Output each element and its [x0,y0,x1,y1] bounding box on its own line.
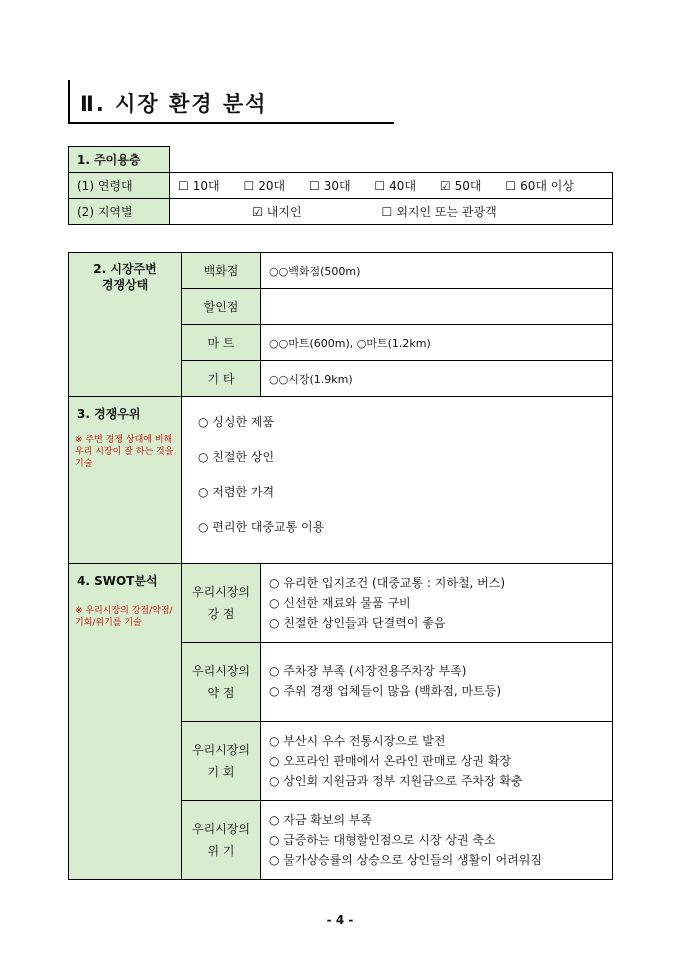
checkbox-icon: ☑ [252,205,263,219]
list-item: ○ 급증하는 대형할인점으로 시장 상권 축소 [269,833,496,847]
age-label: (1) 연령대 [69,173,170,199]
age-option[interactable]: ☐ 20대 [243,179,286,193]
advantage-label: 3. 경쟁우위 ※ 주변 경쟁 상대에 비해 우리 시장이 잘 하는 것을 기술 [69,397,182,564]
list-item: ○ 편리한 대중교통 이용 [198,520,325,534]
checkbox-icon: ☐ [308,179,320,193]
list-item: ○ 싱싱한 제품 [198,415,275,429]
customer-header: 1. 주이용층 [69,147,170,173]
market-analysis-table [68,252,613,880]
list-item: ○ 주위 경쟁 업체들이 많음 (백화점, 마트등) [269,684,502,698]
swot-opportunity-label: 우리시장의 기 회 [182,722,261,801]
page-title: Ⅱ. 시장 환경 분석 [80,92,268,116]
age-option[interactable]: ☐ 30대 [308,179,351,193]
checkbox-icon: ☐ [374,179,386,193]
swot-opportunity-items [261,722,613,801]
region-option[interactable]: ☑ 내지인 [252,205,302,219]
age-option[interactable]: ☐ 10대 [178,179,220,193]
swot-weakness-items [261,643,613,722]
list-item: ○ 친절한 상인들과 단결력이 좋음 [269,616,446,630]
competition-label: 2. 시장주변 경쟁상태 [69,253,182,397]
swot-threat-items [261,801,613,880]
checkbox-icon: ☐ [381,205,393,219]
swot-strength-label: 우리시장의 강 점 [182,564,261,643]
advantage-list [182,397,613,564]
competitor-value: ○○마트(600m), ○마트(1.2km) [261,325,613,361]
list-item: ○ 신선한 재료와 물품 구비 [269,596,411,610]
swot-note: ※ 우리시장의 강점/약점/기회/위기를 기술 [75,606,173,628]
competitor-value [261,289,613,325]
age-option[interactable]: ☐ 60대 이상 [505,179,574,193]
region-option[interactable]: ☐ 외지인 또는 관광객 [381,205,497,219]
competitor-value: ○○백화점(500m) [261,253,613,289]
competitor-type: 기 타 [182,361,261,397]
swot-threat-label: 우리시장의 위 기 [182,801,261,880]
list-item: ○ 친절한 상인 [198,450,275,464]
age-option[interactable]: ☑ 50대 [439,179,482,193]
list-item: ○ 상인회 지원금과 정부 지원금으로 주차장 확충 [269,774,523,788]
title-frame [68,80,394,124]
region-options [170,199,613,225]
competitor-type: 할인점 [182,289,261,325]
competitor-type: 마 트 [182,325,261,361]
list-item: ○ 부산시 우수 전통시장으로 발전 [269,734,446,748]
age-options [170,173,613,199]
list-item: ○ 주차장 부족 (시장전용주차장 부족) [269,664,467,678]
checkbox-icon: ☐ [505,179,517,193]
list-item: ○ 유리한 입지조건 (대중교통 : 지하철, 버스) [269,576,506,590]
swot-label: 4. SWOT분석 ※ 우리시장의 강점/약점/기회/위기를 기술 [69,564,182,880]
swot-strength-items [261,564,613,643]
list-item: ○ 오프라인 판매에서 온라인 판매로 상권 확장 [269,754,512,768]
checkbox-icon: ☐ [178,179,189,193]
list-item: ○ 자금 확보의 부족 [269,813,373,827]
list-item: ○ 저렴한 가격 [198,485,275,499]
region-label: (2) 지역별 [69,199,170,225]
checkbox-icon: ☑ [439,179,451,193]
customer-table [68,146,613,225]
competitor-value: ○○시장(1.9km) [261,361,613,397]
competitor-type: 백화점 [182,253,261,289]
page-number: - 4 - [326,913,354,927]
checkbox-icon: ☐ [243,179,255,193]
swot-weakness-label: 우리시장의 약 점 [182,643,261,722]
list-item: ○ 물가상승률의 상승으로 상인들의 생활이 어려워짐 [269,853,542,867]
advantage-note: ※ 주변 경쟁 상대에 비해 우리 시장이 잘 하는 것을 기술 [75,435,174,469]
age-option[interactable]: ☐ 40대 [374,179,417,193]
